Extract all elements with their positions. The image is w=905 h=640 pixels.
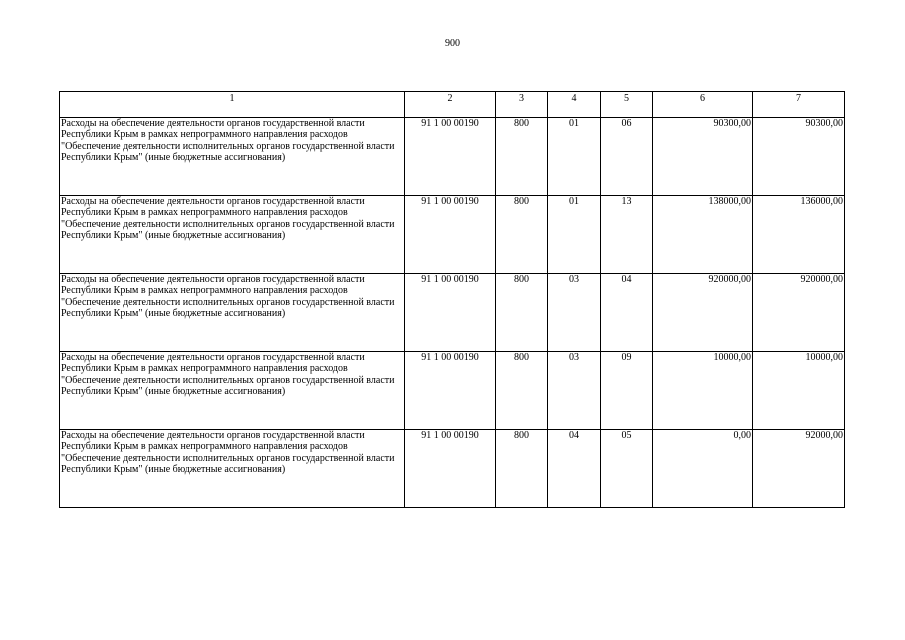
row-section: 04 — [548, 430, 601, 508]
row-amount-2: 10000,00 — [753, 352, 845, 430]
row-description: Расходы на обеспечение деятельности органов государственной власти Республики Крым в рамках непрограммного направления расходов "Обеспечение деятельности исполнительных органов государственной власти Республики Крым" (иные бюджетные ассигнования) — [60, 118, 405, 196]
row-subsection: 06 — [601, 118, 653, 196]
table-row — [60, 118, 845, 196]
table-row — [60, 430, 845, 508]
row-section: 01 — [548, 196, 601, 274]
table-row — [60, 196, 845, 274]
row-amount-2: 920000,00 — [753, 274, 845, 352]
row-section: 03 — [548, 274, 601, 352]
row-subsection: 13 — [601, 196, 653, 274]
table-header-row — [60, 92, 845, 118]
row-expense-type: 800 — [496, 352, 548, 430]
row-description: Расходы на обеспечение деятельности органов государственной власти Республики Крым в рамках непрограммного направления расходов "Обеспечение деятельности исполнительных органов государственной власти Республики Крым" (иные бюджетные ассигнования) — [60, 274, 405, 352]
row-amount-1: 0,00 — [653, 430, 753, 508]
row-expense-type: 800 — [496, 430, 548, 508]
row-amount-1: 10000,00 — [653, 352, 753, 430]
column-header-2: 2 — [405, 92, 496, 118]
budget-table — [59, 91, 845, 508]
row-target-code: 91 1 00 00190 — [405, 196, 496, 274]
column-header-6: 6 — [653, 92, 753, 118]
row-expense-type: 800 — [496, 274, 548, 352]
row-subsection: 09 — [601, 352, 653, 430]
column-header-5: 5 — [601, 92, 653, 118]
row-target-code: 91 1 00 00190 — [405, 118, 496, 196]
row-target-code: 91 1 00 00190 — [405, 430, 496, 508]
row-amount-1: 90300,00 — [653, 118, 753, 196]
row-expense-type: 800 — [496, 196, 548, 274]
row-amount-1: 920000,00 — [653, 274, 753, 352]
column-header-4: 4 — [548, 92, 601, 118]
row-target-code: 91 1 00 00190 — [405, 274, 496, 352]
row-amount-2: 136000,00 — [753, 196, 845, 274]
column-header-7: 7 — [753, 92, 845, 118]
row-section: 03 — [548, 352, 601, 430]
row-expense-type: 800 — [496, 118, 548, 196]
row-target-code: 91 1 00 00190 — [405, 352, 496, 430]
row-amount-2: 92000,00 — [753, 430, 845, 508]
row-description: Расходы на обеспечение деятельности органов государственной власти Республики Крым в рамках непрограммного направления расходов "Обеспечение деятельности исполнительных органов государственной власти Республики Крым" (иные бюджетные ассигнования) — [60, 352, 405, 430]
column-header-3: 3 — [496, 92, 548, 118]
row-amount-1: 138000,00 — [653, 196, 753, 274]
column-header-1: 1 — [60, 92, 405, 118]
row-description: Расходы на обеспечение деятельности органов государственной власти Республики Крым в рамках непрограммного направления расходов "Обеспечение деятельности исполнительных органов государственной власти Республики Крым" (иные бюджетные ассигнования) — [60, 196, 405, 274]
table-row — [60, 352, 845, 430]
row-subsection: 05 — [601, 430, 653, 508]
row-section: 01 — [548, 118, 601, 196]
row-description: Расходы на обеспечение деятельности органов государственной власти Республики Крым в рамках непрограммного направления расходов "Обеспечение деятельности исполнительных органов государственной власти Республики Крым" (иные бюджетные ассигнования) — [60, 430, 405, 508]
row-subsection: 04 — [601, 274, 653, 352]
page-number: 900 — [445, 38, 460, 49]
row-amount-2: 90300,00 — [753, 118, 845, 196]
table-row — [60, 274, 845, 352]
